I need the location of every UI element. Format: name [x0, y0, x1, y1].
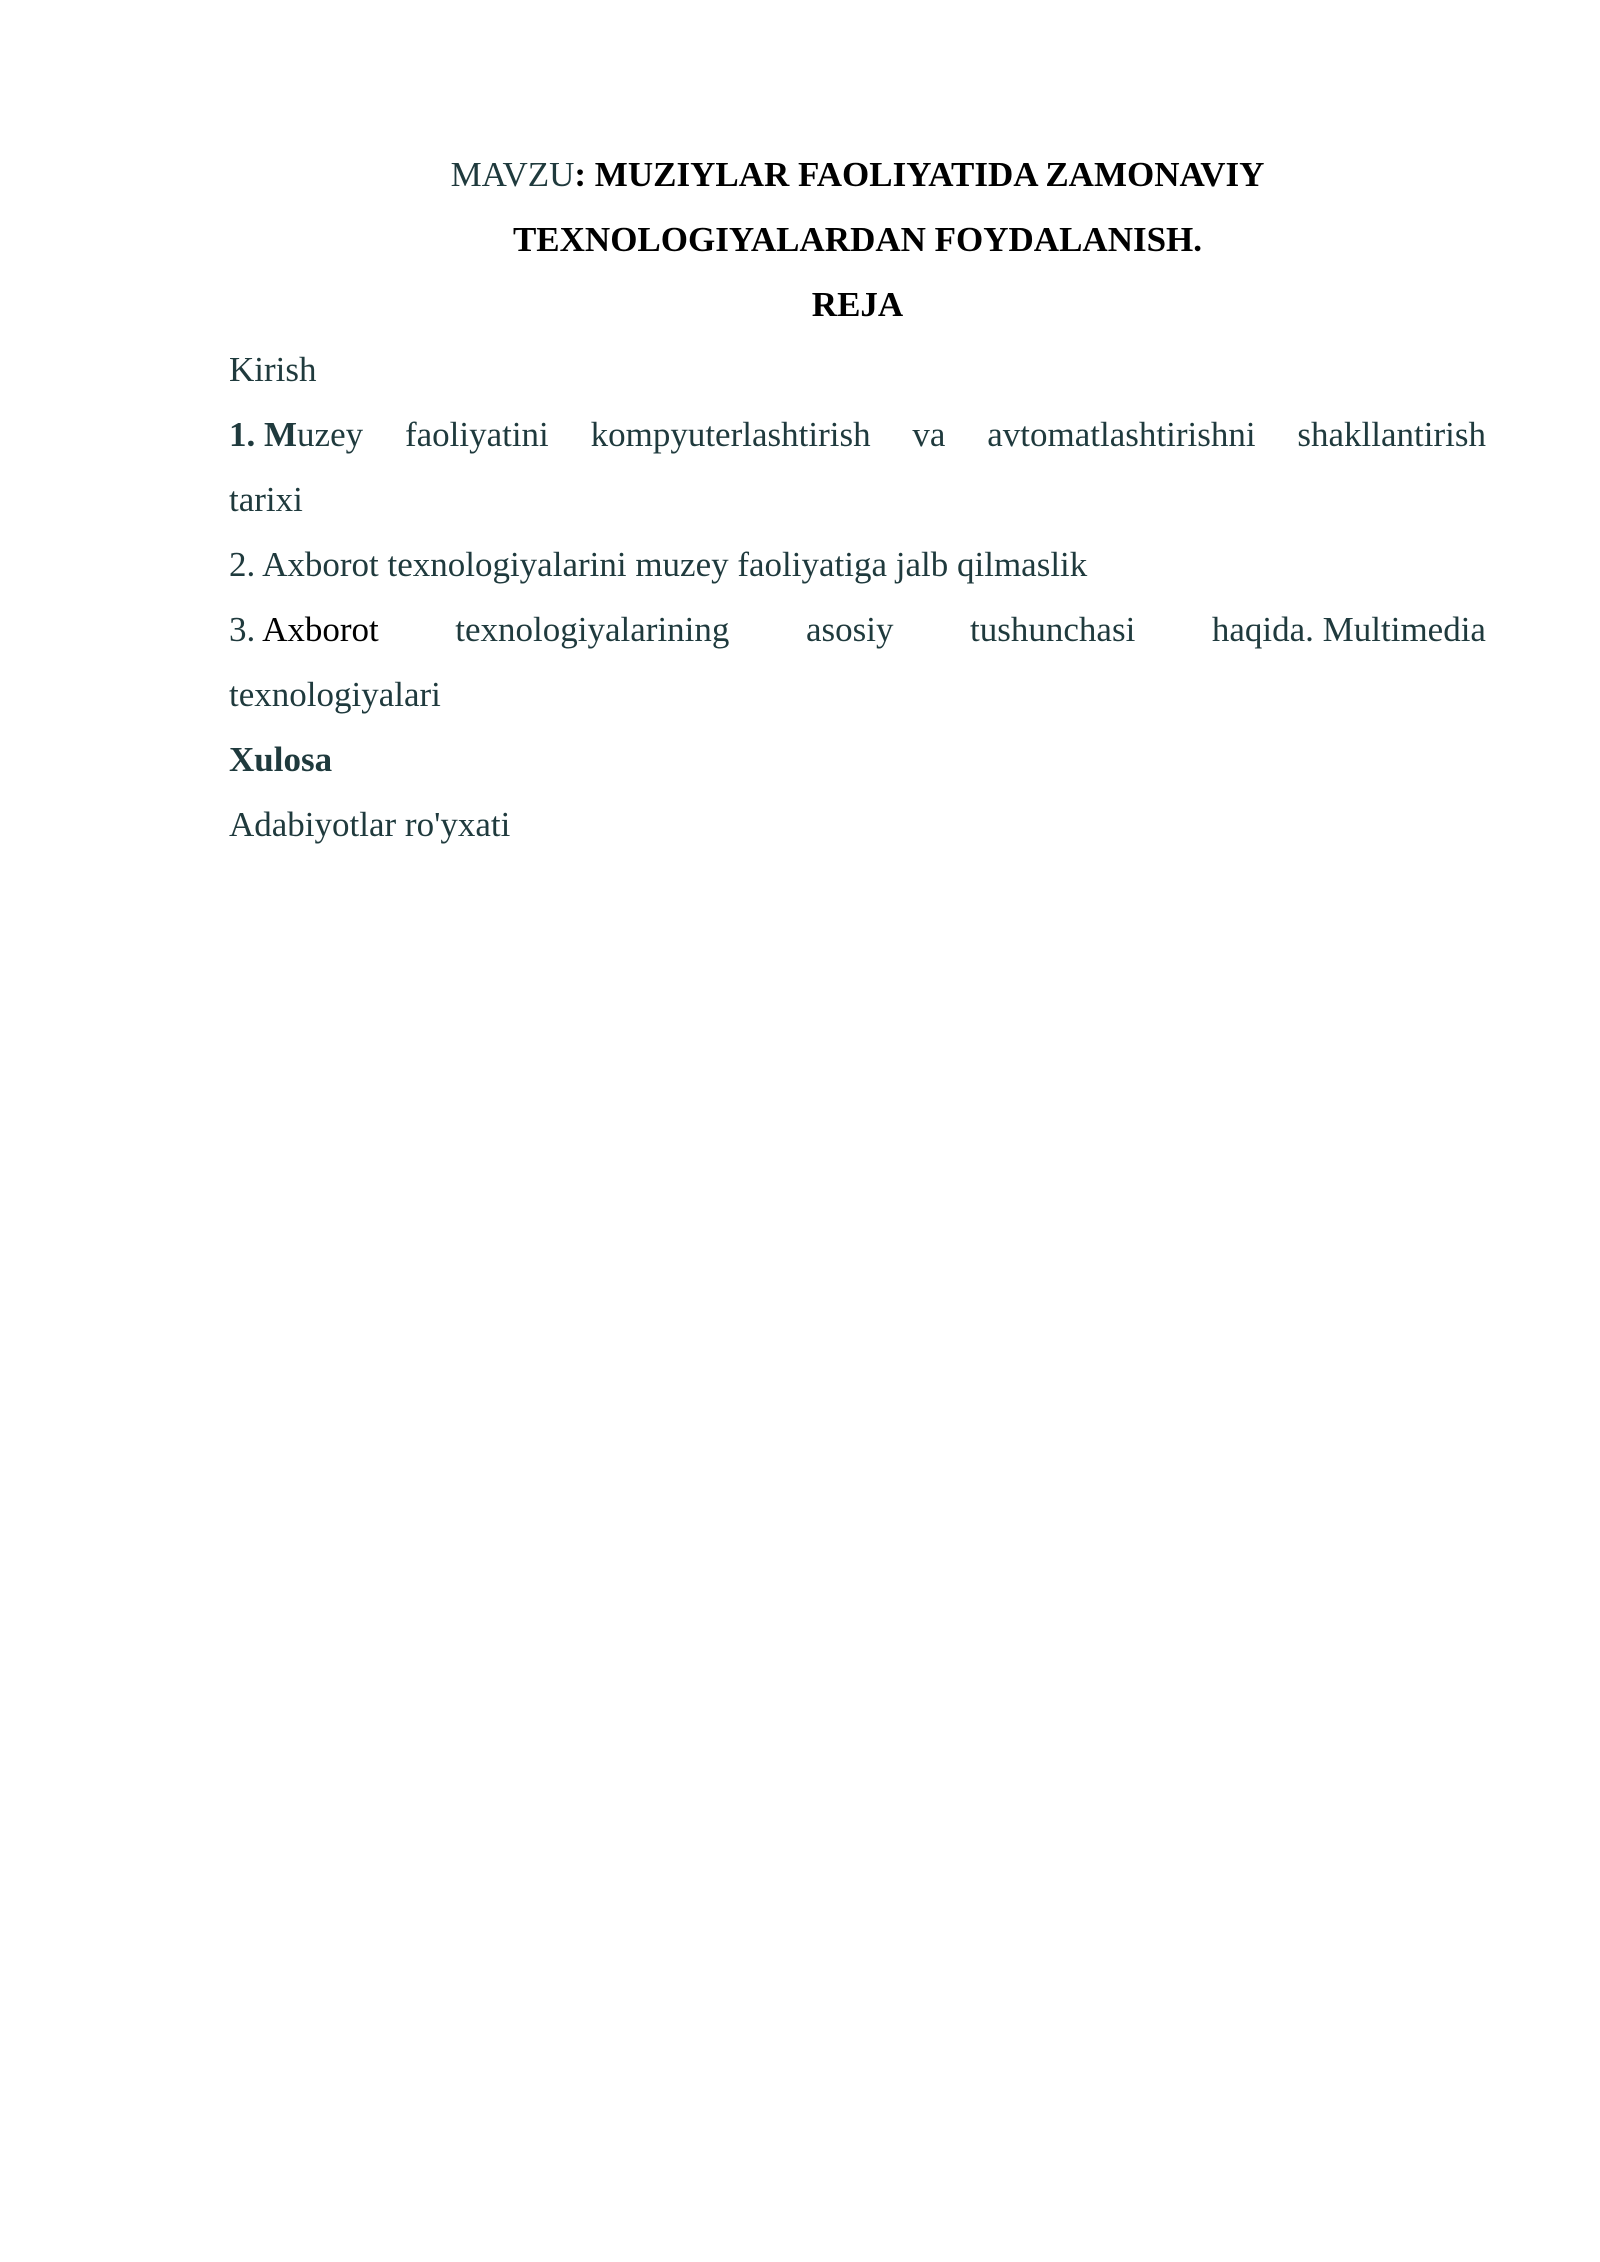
plan-item-2: 2. Axborot texnologiyalarini muzey faoliyatiga jalb qilmaslik — [229, 545, 1088, 584]
plan-item-1-word: va — [912, 415, 946, 454]
plan-item-1-number: 1. — [229, 415, 256, 454]
document-title-line-1 — [229, 155, 1486, 195]
plan-item-1-word: shakllantirish — [1297, 415, 1486, 454]
plan-item-3-word: texnologiyalarining — [455, 610, 730, 649]
plan-item-1 — [229, 415, 1486, 455]
plan-item-1-word: kompyuterlashtirish — [590, 415, 871, 454]
plan-conclusion: Xulosa — [229, 740, 333, 779]
plan-item-3 — [229, 610, 1486, 650]
plan-item-3-continuation: texnologiyalari — [229, 675, 441, 714]
plan-item-3-word: tushunchasi — [970, 610, 1136, 649]
plan-item-3-lead — [229, 610, 379, 650]
plan-item-1-word: uzey — [297, 415, 364, 454]
plan-item-1-first-letter: M — [264, 415, 298, 454]
plan-references: Adabiyotlar ro'yxati — [229, 805, 511, 844]
document-title-line-2: TEXNOLOGIYALARDAN FOYDALANISH. — [512, 220, 1203, 259]
plan-item-3-word: haqida. Multimedia — [1211, 610, 1486, 649]
title-lead: MAVZU — [450, 155, 575, 194]
plan-item-3-first-word: Axborot — [262, 610, 379, 649]
plan-item-1-continuation: tarixi — [229, 480, 303, 519]
plan-item-1-lead — [229, 415, 363, 455]
plan-item-3-word: asosiy — [805, 610, 894, 649]
plan-item-1-word: faoliyatini — [404, 415, 549, 454]
plan-item-3-number: 3. — [229, 610, 256, 649]
plan-item-1-word: avtomatlashtirishni — [987, 415, 1256, 454]
plan-intro: Kirish — [229, 350, 317, 389]
title-line-1-rest: : MUZIYLAR FAOLIYATIDA ZAMONAVIY — [574, 155, 1265, 194]
plan-heading: REJA — [811, 285, 904, 324]
